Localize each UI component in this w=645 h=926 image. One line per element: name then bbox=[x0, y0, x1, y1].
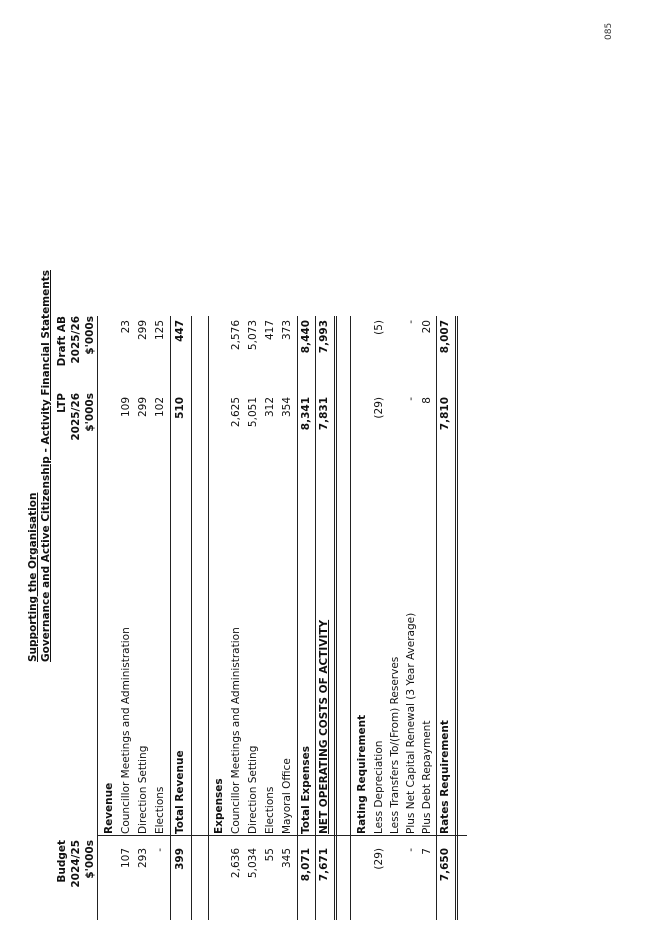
draft-value: 447 bbox=[174, 320, 186, 342]
divider bbox=[297, 316, 298, 920]
statement-titles bbox=[27, 270, 53, 662]
draft-value: 7,993 bbox=[318, 320, 330, 354]
table-row bbox=[280, 316, 295, 920]
budget-value: 107 bbox=[120, 848, 132, 869]
header-rule bbox=[97, 316, 98, 920]
budget-value: 7,650 bbox=[439, 848, 451, 882]
budget-value: 7,671 bbox=[318, 848, 330, 882]
ltp-value: 510 bbox=[174, 397, 186, 419]
ltp-column-header bbox=[55, 393, 97, 493]
ltp-value: 299 bbox=[137, 397, 149, 418]
revenue-heading: Revenue bbox=[103, 782, 115, 834]
budget-value: 399 bbox=[174, 848, 186, 870]
table-row bbox=[229, 316, 244, 920]
draft-header-line3: $'000s bbox=[84, 316, 96, 355]
draft-value: 417 bbox=[264, 320, 276, 341]
ltp-header-line1: LTP bbox=[56, 393, 68, 413]
draft-value: 2,576 bbox=[230, 320, 242, 351]
ltp-value: - bbox=[405, 397, 417, 401]
ltp-value: 7,831 bbox=[318, 397, 330, 431]
rating-heading: Rating Requirement bbox=[356, 714, 368, 834]
ltp-value: 8,341 bbox=[300, 397, 312, 431]
ltp-value: 8 bbox=[421, 397, 433, 404]
budget-value: 2,636 bbox=[230, 848, 242, 879]
ltp-value: (29) bbox=[373, 397, 385, 419]
double-divider bbox=[334, 316, 337, 920]
row-label: Mayoral Office bbox=[281, 758, 293, 834]
divider bbox=[315, 316, 316, 920]
draft-value: 8,440 bbox=[300, 320, 312, 354]
row-label: Elections bbox=[264, 786, 276, 834]
ltp-value: 102 bbox=[154, 397, 166, 418]
expenses-heading-row bbox=[212, 316, 227, 920]
draft-column-header bbox=[55, 316, 97, 388]
divider bbox=[191, 316, 192, 920]
budget-value: 293 bbox=[137, 848, 149, 869]
ltp-header-line3: $'000s bbox=[84, 393, 96, 432]
draft-value: 20 bbox=[421, 320, 433, 334]
row-label: Total Revenue bbox=[174, 750, 186, 834]
row-label: Councillor Meetings and Administration bbox=[230, 627, 242, 834]
row-label: Total Expenses bbox=[300, 745, 312, 834]
ltp-header-line2: 2025/26 bbox=[70, 393, 82, 441]
rates-requirement-row bbox=[438, 316, 453, 920]
table-row bbox=[372, 316, 387, 920]
ltp-value: 312 bbox=[264, 397, 276, 418]
budget-value: 55 bbox=[264, 848, 276, 862]
ltp-value: 2,625 bbox=[230, 397, 242, 428]
financial-statement bbox=[15, 270, 470, 920]
budget-value: 345 bbox=[281, 848, 293, 869]
row-label: Direction Setting bbox=[247, 745, 259, 834]
divider bbox=[350, 316, 351, 920]
draft-value: 299 bbox=[137, 320, 149, 341]
row-label: Less Transfers To/(From) Reserves bbox=[389, 656, 401, 834]
table-row bbox=[404, 316, 419, 920]
budget-header-line1: Budget bbox=[56, 840, 68, 883]
budget-header-line2: 2024/25 bbox=[70, 840, 82, 888]
row-label: NET OPERATING COSTS OF ACTIVITY bbox=[318, 619, 330, 834]
draft-value: 5,073 bbox=[247, 320, 259, 351]
row-label: Councillor Meetings and Administration bbox=[120, 627, 132, 834]
row-label: Direction Setting bbox=[137, 745, 149, 834]
rating-heading-row bbox=[355, 316, 370, 920]
row-label: Rates Requirement bbox=[439, 720, 451, 834]
draft-value: 23 bbox=[120, 320, 132, 334]
table-row bbox=[136, 316, 151, 920]
table-row bbox=[388, 316, 403, 920]
section-title: Supporting the Organisation bbox=[27, 492, 39, 662]
table-row bbox=[153, 316, 168, 920]
table-row bbox=[263, 316, 278, 920]
draft-value: 125 bbox=[154, 320, 166, 341]
budget-header-line3: $'000s bbox=[84, 840, 96, 879]
budget-value: - bbox=[405, 848, 417, 852]
page-number: 085 bbox=[604, 22, 614, 40]
total-revenue-row bbox=[173, 316, 188, 920]
draft-value: - bbox=[405, 320, 417, 324]
revenue-heading-row bbox=[102, 316, 117, 920]
ltp-value: 5,051 bbox=[247, 397, 259, 428]
budget-value: (29) bbox=[373, 848, 385, 870]
budget-column-header bbox=[55, 840, 97, 920]
budget-value: 7 bbox=[421, 848, 433, 855]
budget-value: 8,071 bbox=[300, 848, 312, 882]
ltp-value: 7,810 bbox=[439, 397, 451, 431]
budget-value: - bbox=[154, 848, 166, 852]
draft-value: 8,007 bbox=[439, 320, 451, 354]
table-row bbox=[246, 316, 261, 920]
budget-value: 5,034 bbox=[247, 848, 259, 879]
double-divider bbox=[455, 316, 458, 920]
statement-title: Governance and Active Citizenship - Activity Financial Statements bbox=[40, 270, 52, 662]
row-label: Less Depreciation bbox=[373, 740, 385, 834]
row-label: Plus Debt Repayment bbox=[421, 720, 433, 834]
table-row bbox=[420, 316, 435, 920]
row-label: Plus Net Capital Renewal (3 Year Average) bbox=[405, 612, 417, 834]
total-expenses-row bbox=[299, 316, 314, 920]
row-label: Elections bbox=[154, 786, 166, 834]
divider bbox=[436, 316, 437, 920]
ltp-value: 354 bbox=[281, 397, 293, 418]
draft-value: (5) bbox=[373, 320, 385, 335]
ltp-value: 109 bbox=[120, 397, 132, 418]
draft-header-line1: Draft AB bbox=[56, 316, 68, 367]
table-row bbox=[119, 316, 134, 920]
draft-header-line2: 2025/26 bbox=[70, 316, 82, 364]
draft-value: 373 bbox=[281, 320, 293, 341]
divider bbox=[170, 316, 171, 920]
divider bbox=[208, 316, 209, 920]
expenses-heading: Expenses bbox=[213, 778, 225, 834]
net-operating-costs-row bbox=[317, 316, 332, 920]
